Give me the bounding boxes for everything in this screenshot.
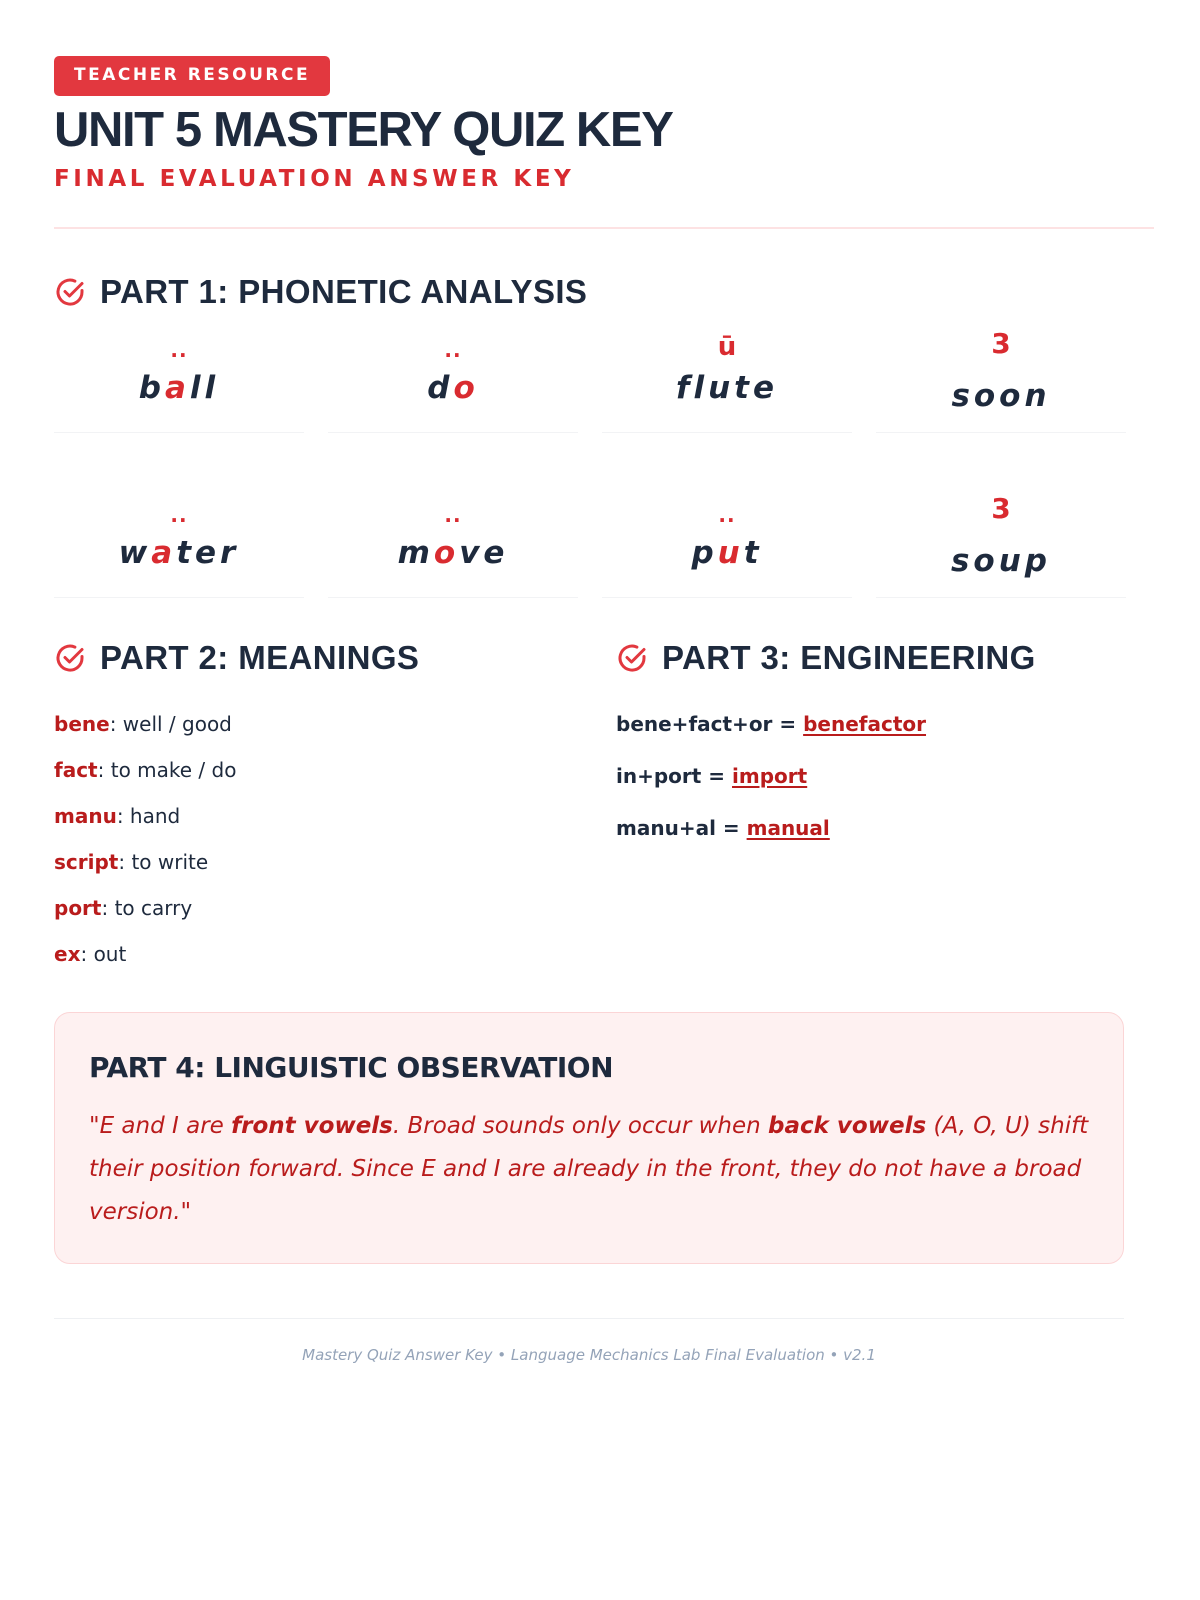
phonetic-word <box>54 370 304 406</box>
word-formula: manu+al = <box>616 816 747 840</box>
meaning-item <box>54 804 574 850</box>
meaning-item <box>54 942 574 988</box>
part1-title: PART 1: PHONETIC ANALYSIS <box>100 273 588 310</box>
meanings-list <box>54 712 574 988</box>
root-meaning: : well / good <box>109 712 232 736</box>
root-meaning: : to write <box>118 850 209 874</box>
word-formula: bene+fact+or = <box>616 712 804 736</box>
phonetic-card <box>602 495 852 598</box>
phonetic-card <box>328 495 578 598</box>
page-subtitle: FINAL EVALUATION ANSWER KEY <box>54 166 575 192</box>
phonetic-card <box>876 327 1126 433</box>
meaning-item <box>54 712 574 758</box>
part2-title: PART 2: MEANINGS <box>100 639 420 676</box>
phonetic-word <box>876 543 1126 579</box>
check-circle-icon <box>616 642 648 674</box>
word-part: m <box>397 535 434 571</box>
check-circle-icon <box>54 276 86 308</box>
root-meaning: : out <box>80 942 127 966</box>
phonetic-grid <box>54 327 1154 640</box>
word-part: soon <box>951 378 1051 414</box>
pronunciation-mark: .. <box>444 503 462 527</box>
part3-section <box>616 640 1136 868</box>
highlighted-vowel: o <box>433 535 460 571</box>
root-term: bene <box>54 712 110 736</box>
engineering-item <box>616 816 1136 868</box>
quote-text: (A, O, U) shift their position forward. Since E and I are already in the front, they do not have a broad version." <box>89 1113 1089 1225</box>
part3-heading <box>616 640 1136 676</box>
root-term: manu <box>54 804 117 828</box>
highlighted-vowel: a <box>151 535 177 571</box>
engineering-item <box>616 764 1136 816</box>
highlighted-vowel: o <box>453 370 479 406</box>
phonetic-card <box>54 495 304 598</box>
footer-text: Mastery Quiz Answer Key • Language Mechanics Lab Final Evaluation • v2.1 <box>302 1346 876 1364</box>
word-part: flute <box>675 370 779 406</box>
linguistic-observation-box <box>54 1012 1124 1264</box>
root-term: port <box>54 896 102 920</box>
check-circle-icon <box>54 642 86 674</box>
part1-heading <box>54 274 1154 310</box>
header-divider <box>54 227 1154 229</box>
highlighted-vowel: a <box>165 370 190 406</box>
part2-heading <box>54 640 574 676</box>
pronunciation-mark: .. <box>444 338 462 362</box>
word-part: p <box>691 535 718 571</box>
word-part: d <box>427 370 454 406</box>
word-part: t <box>743 535 763 571</box>
quote-text: "E and I are <box>89 1113 232 1139</box>
pronunciation-mark: .. <box>718 503 736 527</box>
word-part: ve <box>459 535 509 571</box>
root-meaning: : to make / do <box>97 758 237 782</box>
phonetic-word <box>876 378 1126 414</box>
page-title: UNIT 5 MASTERY QUIZ KEY <box>54 103 673 157</box>
meaning-item <box>54 896 574 942</box>
phonetic-word <box>328 535 578 571</box>
word-answer: import <box>732 764 808 788</box>
pronunciation-mark: .. <box>170 338 188 362</box>
phonetic-word <box>54 535 304 571</box>
footer-divider <box>54 1318 1124 1319</box>
page-header <box>54 56 1154 640</box>
meaning-item <box>54 850 574 896</box>
phonetic-card <box>602 330 852 433</box>
phonetic-word <box>602 535 852 571</box>
pronunciation-mark: 3 <box>991 492 1011 525</box>
root-meaning: : hand <box>116 804 181 828</box>
root-term: fact <box>54 758 98 782</box>
part2-section <box>54 640 574 988</box>
quote-emphasis: back vowels <box>768 1113 927 1139</box>
word-part: b <box>138 370 165 406</box>
root-term: script <box>54 850 119 874</box>
root-term: ex <box>54 942 81 966</box>
observation-quote <box>89 1105 1089 1234</box>
phonetic-card <box>328 330 578 433</box>
quote-text: . Broad sounds only occur when <box>392 1113 769 1139</box>
pronunciation-mark: 3 <box>991 327 1011 360</box>
part4-title: PART 4: LINGUISTIC OBSERVATION <box>89 1051 614 1084</box>
word-part: ll <box>189 370 220 406</box>
quote-emphasis: front vowels <box>231 1113 393 1139</box>
word-answer: benefactor <box>803 712 927 736</box>
word-formula: in+port = <box>616 764 733 788</box>
phonetic-card <box>54 330 304 433</box>
teacher-resource-badge: TEACHER RESOURCE <box>54 56 330 96</box>
word-answer: manual <box>746 816 830 840</box>
phonetic-word <box>602 370 852 406</box>
word-part: ter <box>176 535 240 571</box>
word-part: w <box>118 535 152 571</box>
pronunciation-mark: ū <box>717 332 737 362</box>
pronunciation-mark: .. <box>170 503 188 527</box>
meaning-item <box>54 758 574 804</box>
highlighted-vowel: u <box>717 535 744 571</box>
phonetic-word <box>328 370 578 406</box>
phonetic-card <box>876 492 1126 598</box>
word-part: soup <box>950 543 1051 579</box>
root-meaning: : to carry <box>101 896 193 920</box>
engineering-list <box>616 712 1136 868</box>
part3-title: PART 3: ENGINEERING <box>662 639 1036 676</box>
engineering-item <box>616 712 1136 764</box>
